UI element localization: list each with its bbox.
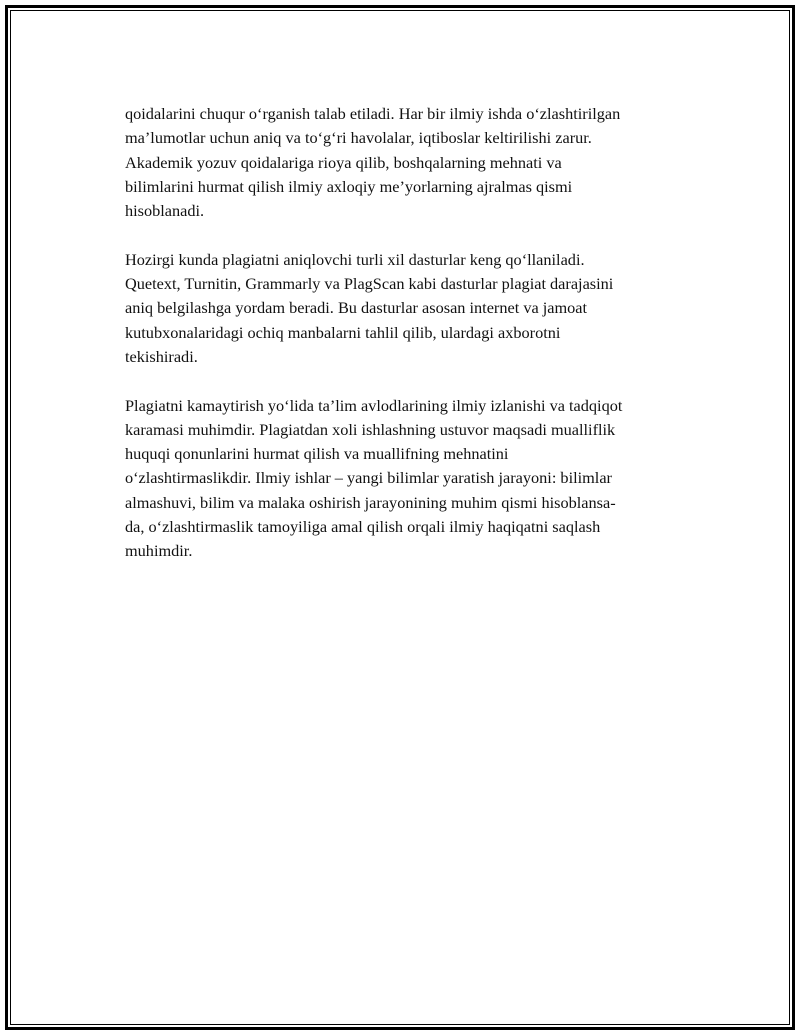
text-line: huquqi qonunlarini hurmat qilish va muallifning mehnatini	[125, 444, 509, 464]
text-line: kutubxonalaridagi ochiq manbalarni tahlil qilib, ulardagi axborotni	[125, 322, 561, 342]
paragraph-1	[125, 102, 705, 223]
document-body	[125, 102, 705, 588]
text-line: Hozirgi kunda plagiatni aniqlovchi turli xil dasturlar keng qo‘llaniladi.	[125, 249, 585, 269]
text-line: aniq belgilashga yordam beradi. Bu dasturlar asosan internet va jamoat	[125, 298, 588, 318]
text-line: qoidalarini chuqur o‘rganish talab etiladi. Har bir ilmiy ishda o‘zlashtirilgan	[125, 104, 621, 123]
paragraph-2	[125, 248, 705, 369]
page-border	[5, 5, 795, 1030]
paragraph-3	[125, 394, 705, 564]
text-line: Quetext, Turnitin, Grammarly va PlagScan kabi dasturlar plagiat darajasini	[125, 274, 614, 294]
text-line: o‘zlashtirmaslikdir. Ilmiy ishlar – yangi bilimlar yaratish jarayoni: bilimlar	[125, 468, 612, 488]
text-line: bilimlarini hurmat qilish ilmiy axloqiy me’yorlarning ajralmas qismi	[125, 176, 573, 196]
text-line: tekishiradi.	[125, 346, 198, 366]
text-line: almashuvi, bilim va malaka oshirish jarayonining muhim qismi hisoblansa-	[125, 492, 616, 512]
text-line: Akademik yozuv qoidalariga rioya qilib, boshqalarning mehnati va	[125, 152, 562, 172]
text-line: ma’lumotlar uchun aniq va to‘g‘ri havolalar, iqtiboslar keltirilishi zarur.	[125, 128, 592, 148]
text-line: Plagiatni kamaytirish yo‘lida ta’lim avlodlarining ilmiy izlanishi va tadqiqot	[125, 395, 623, 415]
text-line: da, o‘zlashtirmaslik tamoyiliga amal qilish orqali ilmiy haqiqatni saqlash	[125, 517, 601, 537]
text-line: muhimdir.	[125, 541, 193, 561]
text-line: hisoblanadi.	[125, 201, 205, 221]
text-line: karamasi muhimdir. Plagiatdan xoli ishlashning ustuvor maqsadi mualliflik	[125, 419, 616, 439]
